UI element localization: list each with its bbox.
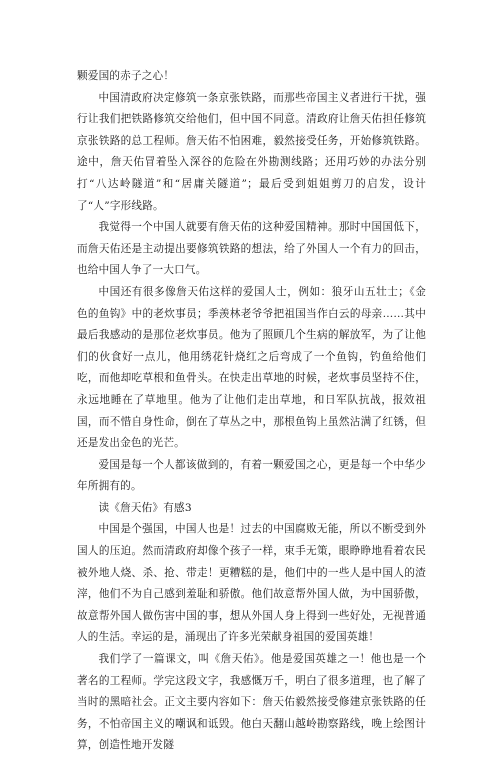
paragraph-railway-construction: 中国清政府决定修筑一条京张铁路，而那些帝国主义者进行干扰，强行让我们把铁路修筑交给他们，但中国不同意。清政府让詹天佑担任修筑京张铁路的总工程师。詹天佑不怕困难，毅然接受任务，开始修筑铁路。途中，詹天佑冒着坠入深谷的危险在外勘测线路；还用巧妙的办法分别打“八达岭隧道”和“居庸关隧道”；最后受到姐姐剪刀的启发，设计了“人”字形线路。 bbox=[77, 91, 426, 212]
paragraph-other-patriots: 中国还有很多像詹天佑这样的爱国人士，例如：狼牙山五壮士；《金色的鱼钩》中的老炊事员；季羡林老爷爷把祖国当作白云的母亲……其中最后我感动的是那位老炊事员。他为了照顾几个生病的解放军，为了让他们的伙食好一点儿，他用绣花针烧红之后弯成了一个鱼钩，钓鱼给他们吃，而他却吃草根和鱼骨头。在快走出草地的时候，老炊事员坚持不住，永远地睡在了草地里。他为了让他们走出草地，和日军队抗战，报效祖国，而不惜自身性命，倒在了草丛之中，那根鱼钩上虽然沾满了红锈，但还是发出金色的光芒。 bbox=[77, 285, 426, 450]
paragraph-patriotic-spirit: 我觉得一个中国人就要有詹天佑的这种爱国精神。那时中国国低下，而詹天佑还是主动提出要修筑铁路的想法，给了外国人一个有力的回击，也给中国人争了一大口气。 bbox=[77, 221, 426, 277]
paragraph-strong-nation: 中国是个强国，中国人也是！过去的中国腐败无能，所以不断受到外国人的压迫。然而清政府却像个孩子一样，束手无策，眼睁睁地看着农民被外地人烧、杀、抢、带走！更糟糕的是，他们中的一些人是中国人的渣滓，他们不为自己感到羞耻和骄傲。他们故意帮外国人做，为中国骄傲，故意帮外国人做伤害中国的事，想从外国人身上得到一些好处，无视普通人的生活。幸运的是，涌现出了许多光荣献身祖国的爱国英雄！ bbox=[77, 523, 426, 644]
document-page bbox=[77, 66, 426, 757]
paragraph-lesson-summary: 我们学了一篇课文，叫《詹天佑》。他是爱国英雄之一！他也是一个著名的工程师。学完这段文字，我感慨万千，明白了很多道理，也了解了当时的黑暗社会。正文主要内容如下：詹天佑毅然接受修建京张铁路的任务，不怕帝国主义的嘲讽和诋毁。他白天翻山越岭勘察路线，晚上绘图计算，创造性地开发隧 bbox=[77, 653, 426, 752]
paragraph-conclusion: 爱国是每一个人都该做到的，有着一颗爱国之心，更是每一个中华少年所拥有的。 bbox=[77, 458, 426, 493]
paragraph-continuation: 颗爱国的赤子之心！ bbox=[77, 70, 175, 82]
section-heading: 读《詹天佑》有感3 bbox=[98, 501, 192, 514]
